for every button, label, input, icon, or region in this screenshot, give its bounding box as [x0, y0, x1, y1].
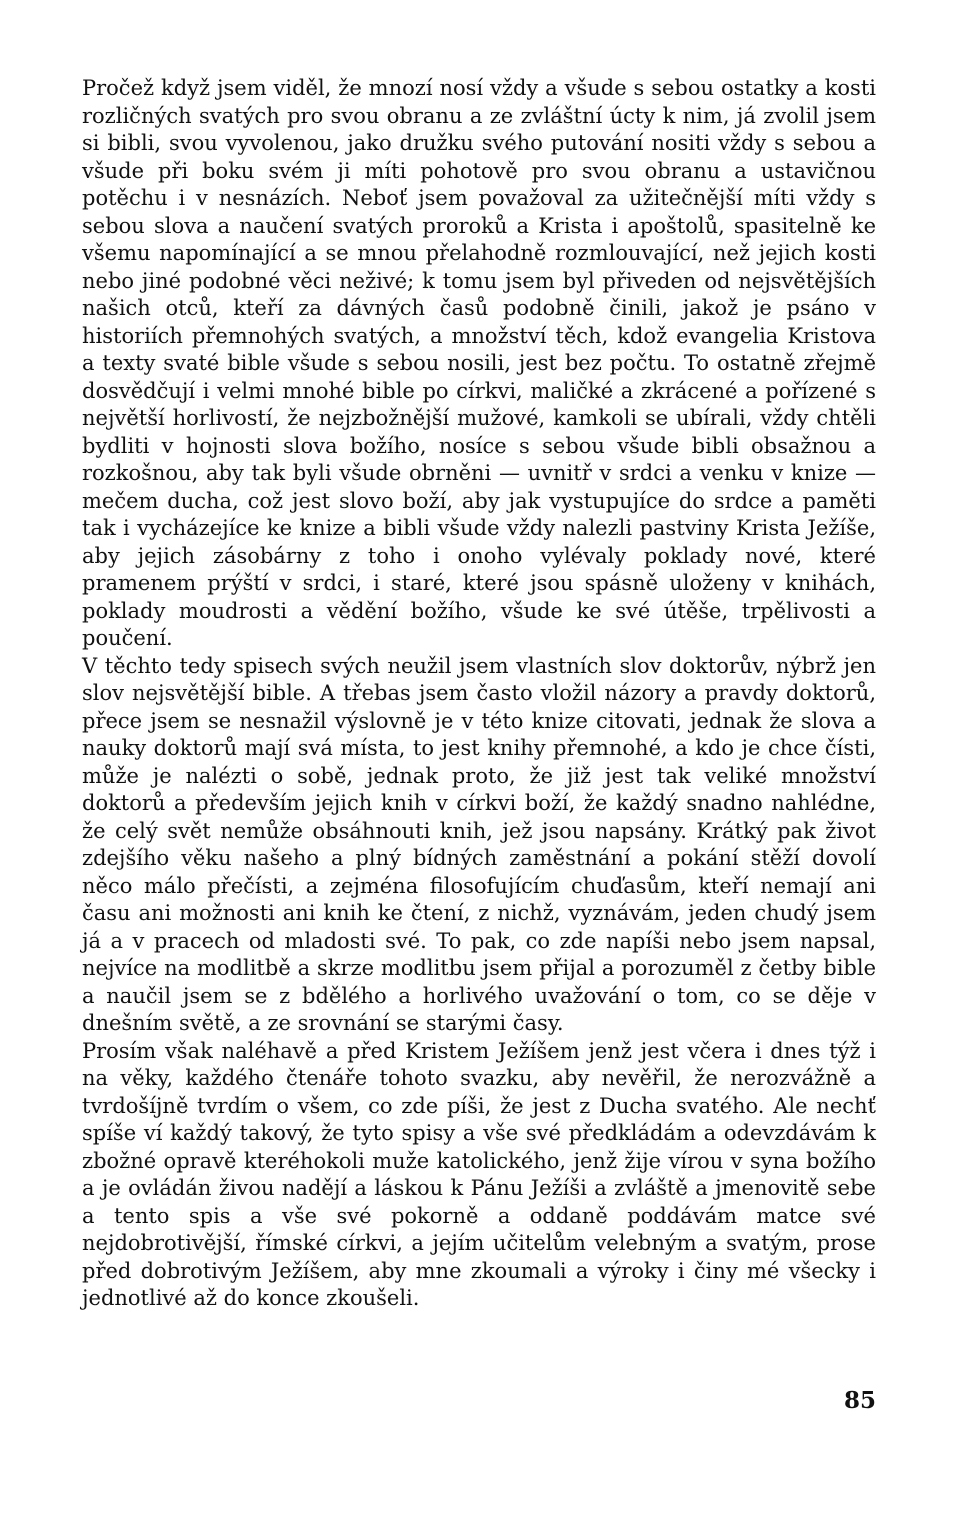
paragraph-2: V těchto tedy spisech svých neužil jsem vlastních slov doktorův, nýbrž jen slov nejsvětější bible. A třebas jsem často vložil názory a pravdy doktorů, přece jsem se nesnažil výslovně je v této knize citovati, jednak že slova a nauky doktorů mají svá místa, to jest knihy přemnohé, a kdo je chce čísti, může je nalézti o sobě, jednak proto, že již jest tak veliké množství doktorů a především jejich knih v církvi boží, že každý snadno nahlédne, že celý svět nemůže obsáhnouti knih, jež jsou napsány. Krátký pak život zdejšího věku našeho a plný bídných zaměstnání a pokání stěží dovolí něco málo přečísti, a zejména filosofujícím chuďasům, kteří nemají ani času ani možnosti ani knih ke čtení, z nichž, vyznávám, jeden chudý jsem já a v pracech od mladosti své. To pak, co zde napíši nebo jsem napsal, nejvíce na modlitbě a skrze modlitbu jsem přijal a porozuměl z četby bible a naučil jsem se z bdělého a horlivého uvažování o tom, co se děje v dnešním světě, a ze srovnání se starými časy. — [82, 653, 876, 1035]
paragraph-1: Pročež když jsem viděl, že mnozí nosí vždy a všude s sebou ostatky a kosti rozličných svatých pro svou obranu a ze zvláštní úcty k nim, já zvolil jsem si bibli, svou vyvolenou, jako družku svého putování nositi vždy s sebou a všude při boku svém ji míti pohotově pro svou obranu a ustavičnou potěchu i v nesnázích. Neboť jsem považoval za užitečnější míti vždy s sebou slova a naučení svatých proroků a Krista i apoštolů, spasitelně ke všemu napomínající a se mnou přelahodně rozmlouvající, než jejich kosti nebo jiné podobné věci neživé; k tomu jsem byl přiveden od nejsvětějších našich otců, kteří za dávných časů podobně činili, jakož je psáno v historiích přemnohých svatých, a množství těch, kdož evangelia Kristova a texty svaté bible všude s sebou nosili, jest bez počtu. To ostatně zřejmě dosvědčují i velmi mnohé bible po církvi, maličké a zkrácené a pořízené s největší horlivostí, že nejzbožnější mužové, kamkoli se ubírali, vždy chtěli bydliti v hojnosti slova božího, nosíce s sebou všude bibli obsažnou a rozkošnou, aby tak byli všude obrněni — uvnitř v srdci a venku v knize — mečem ducha, což jest slovo boží, aby jak vystupujíce do srdce a paměti tak i vycházejíce ke knize a bibli všude vždy nalezli pastviny Krista Ježíše, aby jejich zásobárny z toho i onoho vylévaly poklady nové, které pramenem prýští v srdci, i staré, které jsou spásně uloženy v knihách, poklady moudrosti a vědění božího, všude ke své útěše, trpělivosti a poučení. — [82, 76, 876, 650]
page-body — [82, 75, 876, 1313]
paragraph-3: Prosím však naléhavě a před Kristem Ježíšem jenž jest včera i dnes týž i na věky, každého čtenáře tohoto svazku, aby nevěřil, že nerozvážně a tvrdošíjně tvrdím o všem, co zde píši, že jest z Ducha svatého. Ale nechť spíše ví každý takový, že tyto spisy a vše své předkládám a odevzdávám k zbožné opravě kteréhokoli muže katolického, jenž žije vírou v syna božího a je ovládán živou nadějí a láskou k Pánu Ježíši a zvláště a jmenovitě sebe a tento spis a vše své pokorně a oddaně poddávám matce své nejdobrotivější, římské církvi, a jejím učitelům velebným a svatým, prose před dobrotivým Ježíšem, aby mne zkoumali a výroky i činy mé všecky i jednotlivé až do konce zkoušeli. — [82, 1038, 876, 1310]
page-number: 85 — [844, 1387, 877, 1414]
